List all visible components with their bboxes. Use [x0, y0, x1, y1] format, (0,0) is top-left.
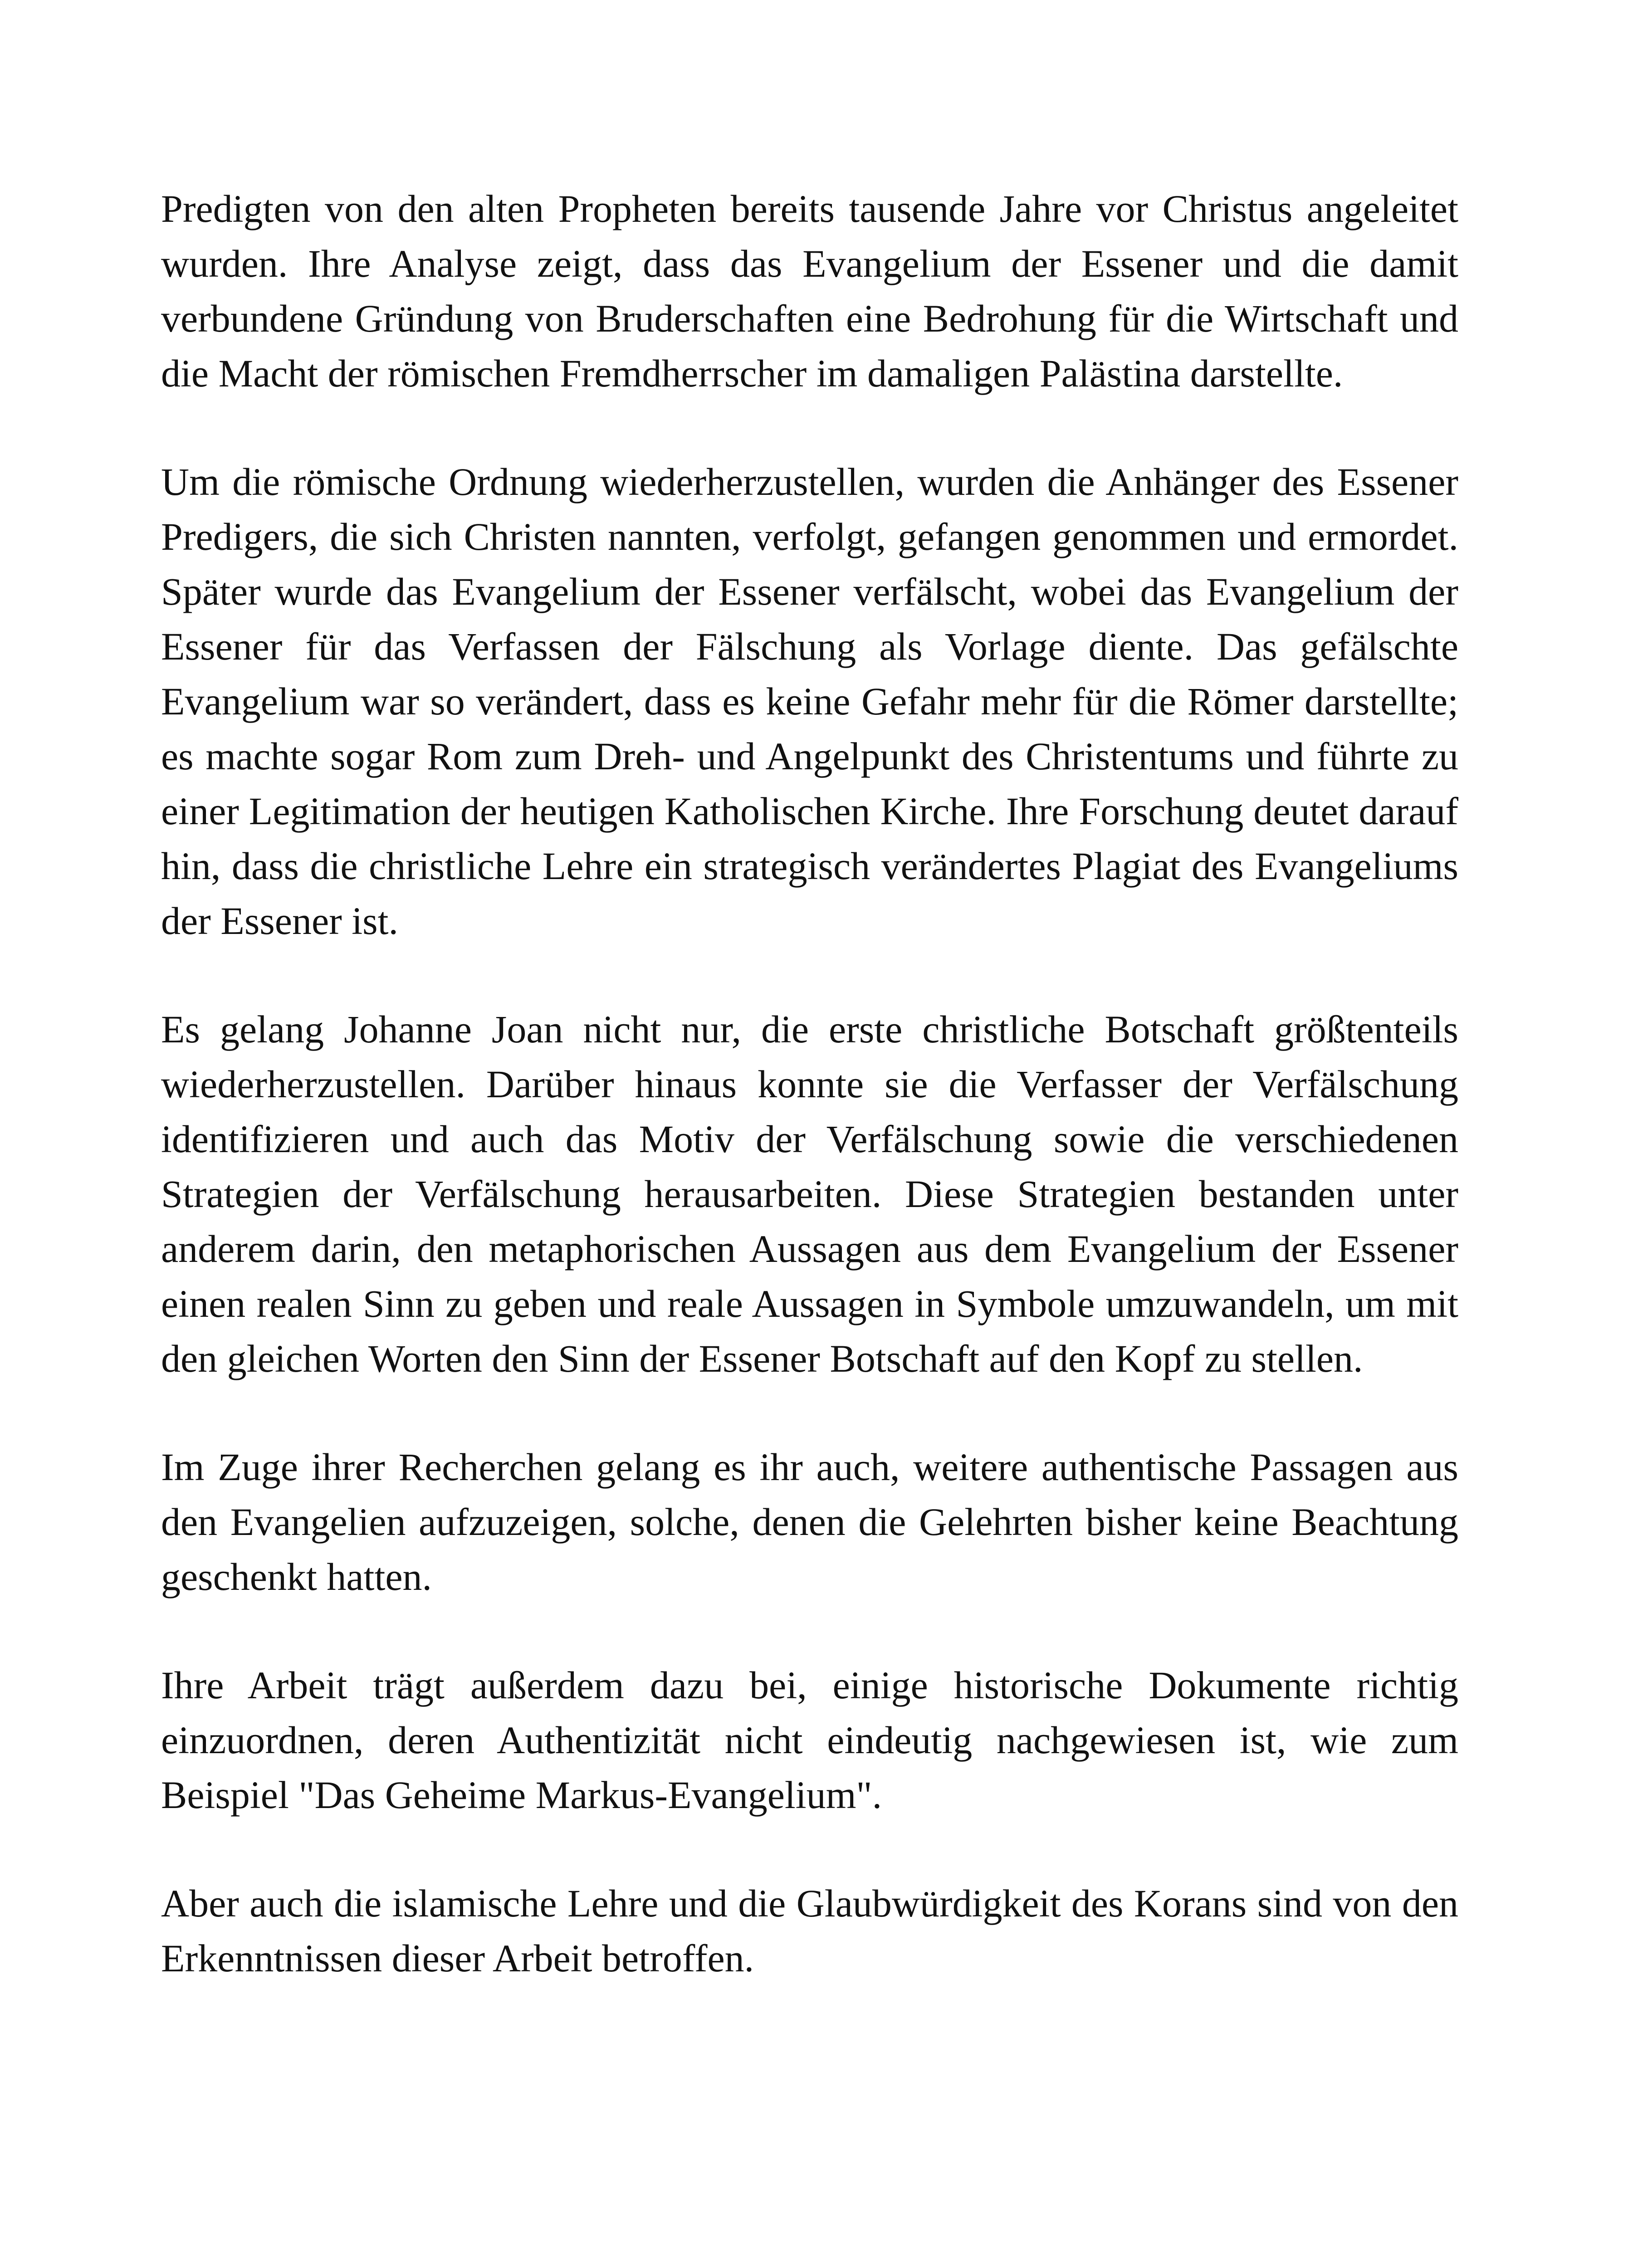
paragraph-5: Ihre Arbeit trägt außerdem dazu bei, einige historische Dokumente richtig einzuordnen, deren Authentizität nicht eindeutig nachgewiesen ist, wie zum Beispiel "Das Geheime Markus-Evangelium". [161, 1663, 1458, 1817]
paragraph-6: Aber auch die islamische Lehre und die Glaubwürdigkeit des Korans sind von den Erkenntnissen dieser Arbeit betroffen. [161, 1882, 1458, 1980]
paragraph-4: Im Zuge ihrer Recherchen gelang es ihr auch, weitere authentische Passagen aus den Evangelien aufzuzeigen, solche, denen die Gelehrten bisher keine Beachtung geschenkt hatten. [161, 1445, 1458, 1598]
paragraph-1: Predigten von den alten Propheten bereits tausende Jahre vor Christus angeleitet wurden. Ihre Analyse zeigt, dass das Evangelium der Essener und die damit verbundene Gründung von Bruderschaften eine Bedrohung für die Wirtschaft und die Macht der römischen Fremdherrscher im damaligen Palästina darstellte. [161, 187, 1458, 395]
document-page [161, 181, 1458, 1986]
paragraph-2: Um die römische Ordnung wiederherzustellen, wurden die Anhänger des Essener Predigers, die sich Christen nannten, verfolgt, gefangen genommen und ermordet. Später wurde das Evangelium der Essener verfälscht, wobei das Evangelium der Essener für das Verfassen der Fälschung als Vorlage diente. Das gefälschte Evangelium war so verändert, dass es keine Gefahr mehr für die Römer darstellte; es machte sogar Rom zum Dreh- und Angelpunkt des Christentums und führte zu einer Legitimation der heutigen Katholischen Kirche. Ihre Forschung deutet darauf hin, dass die christliche Lehre ein strategisch verändertes Plagiat des Evangeliums der Essener ist. [161, 460, 1458, 943]
paragraph-3: Es gelang Johanne Joan nicht nur, die erste christliche Botschaft größtenteils wiederherzustellen. Darüber hinaus konnte sie die Verfasser der Verfälschung identifizieren und auch das Motiv der Verfälschung sowie die verschiedenen Strategien der Verfälschung herausarbeiten. Diese Strategien bestanden unter anderem darin, den metaphorischen Aussagen aus dem Evangelium der Essener einen realen Sinn zu geben und reale Aussagen in Symbole umzuwandeln, um mit den gleichen Worten den Sinn der Essener Botschaft auf den Kopf zu stellen. [161, 1007, 1458, 1380]
